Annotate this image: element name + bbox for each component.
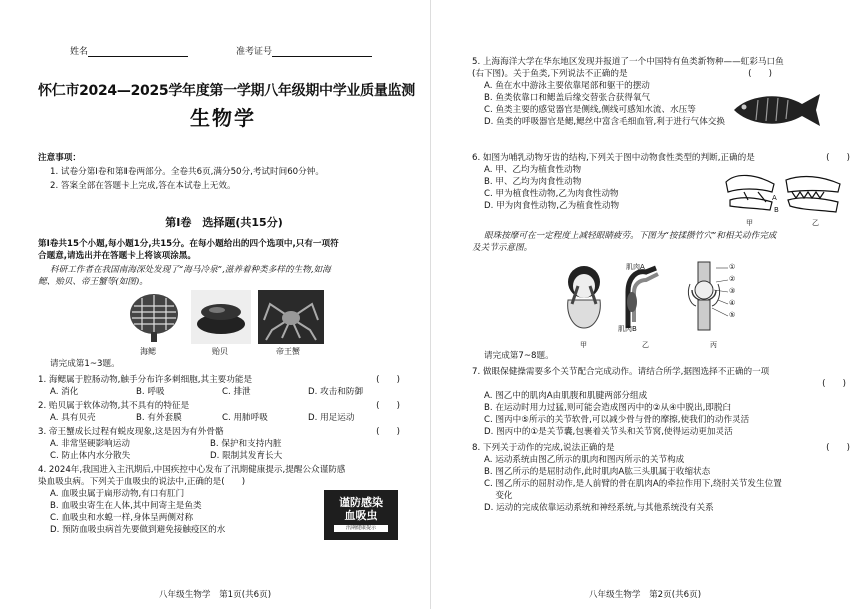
muscle-b-label: 肌肉B [618, 325, 637, 333]
q6-stem: 6. 如图为哺乳动物牙齿的结构,下列关于图中动物食性类型的判断,正确的是 ( ) [472, 153, 850, 163]
q3-option-c: C. 防止体内水分散失 [50, 451, 131, 461]
intro-line-1: 科研工作者在我国南海深处发现了“海马冷泉”,滋养着种类多样的生物,如海 [50, 265, 331, 275]
poster-small-text: 汛期健康提示 [334, 525, 388, 532]
q3-option-a: A. 非常坚硬影响运动 [50, 439, 130, 449]
q3-option-b: B. 保护和支持内脏 [210, 439, 282, 449]
figure-bing-label: 丙 [710, 341, 717, 349]
intro-line-2: 鳃、贻贝、帝王蟹等(如图)。 [38, 277, 148, 287]
q3-options-row-2 [38, 450, 410, 462]
teeth-label-jia: 甲 [746, 219, 753, 227]
fish-figure [730, 88, 824, 132]
poster-line-2: 血吸虫 [344, 509, 378, 522]
q3-options-row-1 [38, 438, 410, 450]
joint-label-3: ③ [729, 287, 736, 295]
q7-bracket: ( ) [822, 379, 846, 389]
q4-option-c: C. 血吸虫和水螅一样,身体呈两侧对称 [50, 513, 194, 523]
q7-option-a: A. 图乙中的肌肉A由肌腹和肌腱两部分组成 [484, 391, 648, 401]
q4-option-b: B. 血吸虫寄生在人体,其中间寄主是鱼类 [50, 501, 202, 511]
arm-muscle-figure [622, 262, 666, 332]
figure-yi-label: 乙 [642, 341, 649, 349]
q4-stem-2: 染血吸虫病。下列关于血吸虫的说法中,正确的是( ) [38, 477, 246, 487]
q5-option-a: A. 鱼在水中游泳主要依靠尾部和躯干的摆动 [484, 81, 650, 91]
mussel-figure [191, 290, 251, 344]
teeth-figure [722, 166, 846, 228]
schistosome-poster [324, 490, 398, 540]
q6-option-a: A. 甲、乙均为植食性动物 [484, 165, 582, 175]
section-1-title: 第Ⅰ卷 选择题(共15分) [165, 216, 283, 229]
q8-option-c-cont: 变化 [484, 491, 513, 501]
eye-massage-figure [556, 260, 612, 332]
q5-stem-1: 5. 上海海洋大学在华东地区发现并报道了一个中国特有鱼类新物种——虹彩马口鱼 [472, 57, 784, 67]
notice-heading: 注意事项： [38, 153, 81, 163]
q6-option-b: B. 甲、乙均为肉食性动物 [484, 177, 582, 187]
complete-7-8: 请完成第7~8题。 [484, 351, 554, 361]
q2-option-d: D. 用足运动 [308, 413, 355, 423]
section-1-instruction-2: 合题意,请选出并在答题卡上将该项涂黑。 [38, 251, 196, 261]
joint-label-4: ④ [729, 299, 736, 307]
q7-stem: 7. 做眼保健操需要多个关节配合完成动作。请结合所学,据图选择不正确的一项 [472, 367, 770, 377]
right-page [430, 0, 860, 609]
q2-option-c: C. 用肺呼吸 [222, 413, 268, 423]
notice-item-2: 2. 答案全部在答题卡上完成,答在本试卷上无效。 [50, 181, 236, 191]
q2-option-a: A. 具有贝壳 [50, 413, 96, 423]
q2-option-b: B. 有外套膜 [136, 413, 182, 423]
questions-7-8 [472, 350, 850, 514]
q4-option-a: A. 血吸虫属于扁形动物,有口有肛门 [50, 489, 185, 499]
notice-block [38, 152, 410, 192]
q7-option-c: C. 图丙中⑤所示的关节软骨,可以减少骨与骨的摩擦,使我们的动作灵活 [484, 415, 750, 425]
exam-title: 怀仁市2024—2025学年度第一学期八年级期中学业质量监测 [38, 83, 415, 99]
q7-option-b: B. 在运动时用力过猛,则可能会造成图丙中的②从④中脱出,即脱臼 [484, 403, 732, 413]
eye-intro-2: 及关节示意图。 [472, 243, 533, 253]
subject-title: 生物学 [190, 106, 256, 130]
q5-option-c: C. 鱼类主要的感觉器官是侧线,侧线可感知水流、水压等 [484, 105, 696, 115]
q8-stem: 8. 下列关于动作的完成,说法正确的是 ( ) [472, 443, 850, 453]
king-crab-figure [258, 290, 324, 344]
section-1-instruction: 第Ⅰ卷共15个小题,每小题1分,共15分。在每小题给出的四个选项中,只有一项符 [38, 239, 339, 249]
q1-option-b: B. 呼吸 [136, 387, 165, 397]
joint-label-1: ① [729, 263, 736, 271]
q8-option-b: B. 图乙所示的是屈肘动作,此时肌肉A肱三头肌属于收缩状态 [484, 467, 711, 477]
king-crab-label: 帝王蟹 [276, 347, 300, 356]
q5-option-d: D. 鱼类的呼吸器官是鳃,鳃丝中富含毛细血管,利于进行气体交换 [484, 117, 725, 127]
joint-figure [682, 260, 742, 334]
complete-1-3: 请完成第1~3题。 [50, 359, 120, 369]
eye-intro-1: 眼珠按摩可在一定程度上减轻眼睛疲劳。下图为“按揉攒竹穴”和相关动作完成 [484, 231, 777, 241]
teeth-label-a: A [772, 194, 777, 202]
q5-option-b: B. 鱼类依靠口和鳃盖后缘交替张合获得氧气 [484, 93, 651, 103]
q2-options [38, 412, 410, 424]
figure-jia-label: 甲 [580, 341, 587, 349]
q6-option-d: D. 甲为肉食性动物,乙为植食性动物 [484, 201, 620, 211]
q8-option-d: D. 运动的完成依靠运动系统和神经系统,与其他系统没有关系 [484, 503, 714, 513]
q6-option-c: C. 甲为植食性动物,乙为肉食性动物 [484, 189, 619, 199]
section-1-body [38, 238, 410, 288]
q1-options [38, 386, 410, 398]
teeth-label-b: B [774, 206, 779, 214]
notice-item-1: 1. 试卷分第Ⅰ卷和第Ⅱ卷两部分。全卷共6页,满分50分,考试时间60分钟。 [50, 167, 324, 177]
q1-option-a: A. 消化 [50, 387, 79, 397]
q3-stem: 3. 帝王蟹成长过程有蜕皮现象,这是因为有外骨骼 ( ) [38, 427, 400, 437]
eye-intro [472, 230, 850, 254]
mussel-label: 贻贝 [212, 347, 228, 356]
teeth-label-yi: 乙 [812, 219, 819, 227]
q2-stem: 2. 贻贝属于软体动物,其不具有的特征是 ( ) [38, 401, 400, 411]
footer-right: 八年级生物学 第2页(共6页) [588, 590, 702, 600]
q4-stem-1: 4. 2024年,我国进入主汛期后,中国疾控中心发布了汛期健康提示,提醒公众谨防感 [38, 465, 346, 475]
q1-option-d: D. 攻击和防御 [308, 387, 364, 397]
q4-option-d: D. 预防血吸虫病首先要做到避免接触疫区的水 [50, 525, 226, 535]
joint-label-5: ⑤ [729, 311, 736, 319]
q1-option-c: C. 排泄 [222, 387, 251, 397]
q8-option-a: A. 运动系统由图乙所示的肌肉和图丙所示的关节构成 [484, 455, 685, 465]
sea-pen-label: 海鳃 [140, 347, 156, 356]
q8-option-c: C. 图乙所示的屈肘动作,是人前臂的骨在肌肉A的牵拉作用下,绕肘关节发生位置 [484, 479, 782, 489]
sea-pen-figure [124, 290, 184, 344]
joint-label-2: ② [729, 275, 736, 283]
q3-option-d: D. 限制其发育长大 [210, 451, 283, 461]
name-field: 姓名 [70, 44, 188, 57]
footer-left: 八年级生物学 第1页(共6页) [158, 590, 272, 600]
ticket-field: 准考证号 [236, 44, 372, 57]
q7-option-d: D. 图丙中的①是关节囊,包裹着关节头和关节窝,使得运动更加灵活 [484, 427, 733, 437]
muscle-a-label: 肌肉A [626, 263, 645, 271]
q5-stem-2: (右下图)。关于鱼类,下列说法不正确的是 ( ) [472, 69, 772, 79]
q1-stem: 1. 海鳃属于腔肠动物,触手分布许多刺细胞,其主要功能是 ( ) [38, 375, 400, 385]
poster-line-1: 谨防感染 [339, 496, 383, 509]
